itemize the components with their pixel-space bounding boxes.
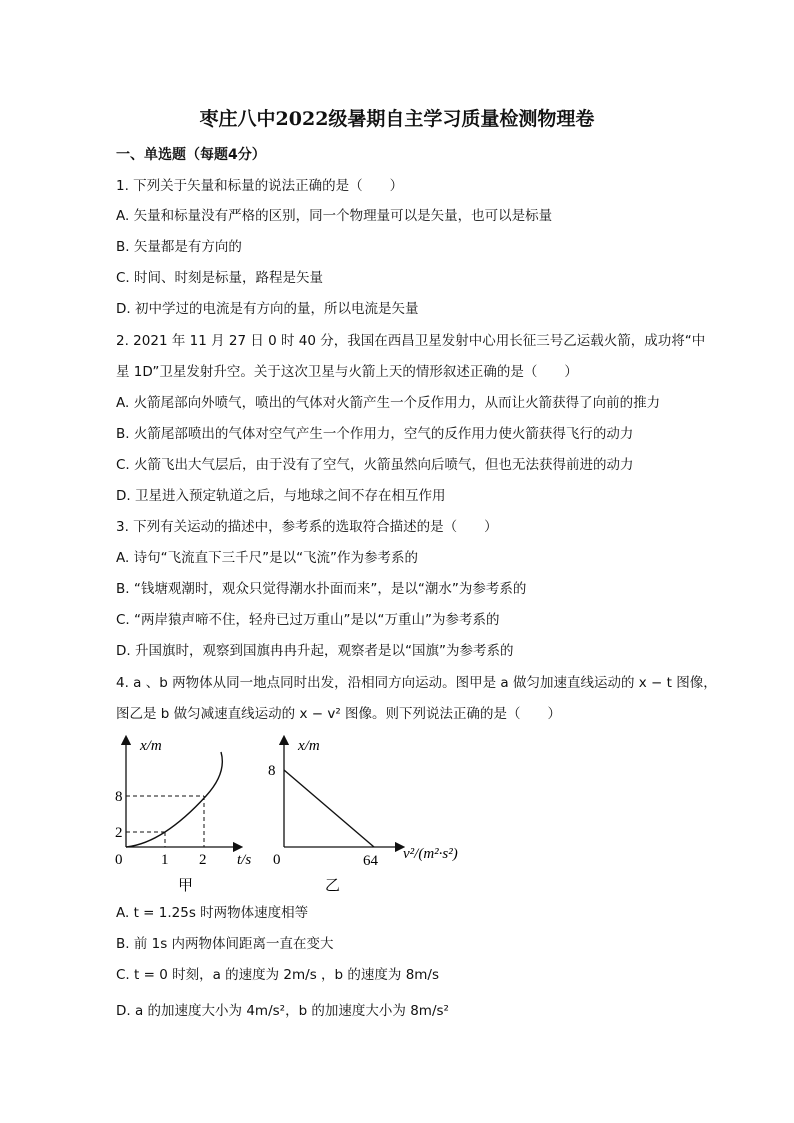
q2-option-a: A. 火箭尾部向外喷气，喷出的气体对火箭产生一个反作用力，从而让火箭获得了向前的推力 (116, 395, 661, 411)
jia-ylabel: x/m (140, 738, 162, 754)
q4-option-c: C. t = 0 时刻，a 的速度为 2m/s ，b 的速度为 8m/s (116, 967, 440, 983)
q4-stem-line1: 4. a 、b 两物体从同一地点同时出发，沿相同方向运动。图甲是 a 做匀加速直线运动的 x − t 图像， (116, 675, 717, 691)
q2-option-b: B. 火箭尾部喷出的气体对空气产生一个作用力，空气的反作用力使火箭获得飞行的动力 (116, 426, 634, 442)
q4-stem-line2: 图乙是 b 做匀减速直线运动的 x − v² 图像。则下列说法正确的是（ ） (116, 706, 562, 722)
jia-xtick-1: 1 (161, 852, 169, 868)
graph-jia (115, 738, 251, 894)
q3-option-a: A. 诗句“飞流直下三千尺”是以“飞流”作为参考系的 (116, 550, 419, 566)
section-heading: 一、单选题（每题4分） (116, 147, 266, 163)
q3-option-c: C. “两岸猿声啼不住，轻舟已过万重山”是以“万重山”为参考系的 (116, 612, 500, 628)
jia-ytick-8: 8 (115, 789, 123, 805)
jia-xtick-2: 2 (199, 852, 207, 868)
q1-stem: 1. 下列关于矢量和标量的说法正确的是（ ） (116, 178, 404, 194)
q4-figure (110, 734, 510, 904)
q1-option-a: A. 矢量和标量没有严格的区别，同一个物理量可以是矢量，也可以是标量 (116, 208, 553, 224)
graph-yi (268, 738, 458, 894)
jia-caption: 甲 (178, 878, 194, 894)
q1-option-b: B. 矢量都是有方向的 (116, 239, 242, 255)
q1-option-d: D. 初中学过的电流是有方向的量，所以电流是矢量 (116, 301, 419, 317)
yi-ytick-8: 8 (268, 763, 276, 779)
q3-option-d: D. 升国旗时，观察到国旗冉冉升起，观察者是以“国旗”为参考系的 (116, 643, 514, 659)
yi-caption: 乙 (325, 878, 341, 894)
q2-option-d: D. 卫星进入预定轨道之后，与地球之间不存在相互作用 (116, 488, 446, 504)
q4-option-d: D. a 的加速度大小为 4m/s²，b 的加速度大小为 8m/s² (116, 1003, 449, 1019)
yi-line (284, 770, 374, 847)
jia-xlabel: t/s (237, 852, 252, 868)
yi-origin: 0 (273, 852, 281, 868)
q2-stem-line1: 2. 2021 年 11 月 27 日 0 时 40 分，我国在西昌卫星发射中心用长征三号乙运载火箭，成功将“中 (116, 333, 706, 349)
jia-origin: 0 (115, 852, 123, 868)
q4-option-a: A. t = 1.25s 时两物体速度相等 (116, 905, 309, 921)
q1-option-c: C. 时间、时刻是标量，路程是矢量 (116, 270, 324, 286)
q2-stem-line2: 星 1D”卫星发射升空。关于这次卫星与火箭上天的情形叙述正确的是（ ） (116, 364, 578, 380)
q4-option-b: B. 前 1s 内两物体间距离一直在变大 (116, 936, 334, 952)
yi-ylabel: x/m (298, 738, 320, 754)
yi-xtick-64: 64 (363, 853, 378, 869)
page-title: 枣庄八中2022级暑期自主学习质量检测物理卷 (199, 108, 595, 130)
q3-option-b: B. “钱塘观潮时，观众只觉得潮水扑面而来”，是以“潮水”为参考系的 (116, 581, 527, 597)
jia-ytick-2: 2 (115, 825, 123, 841)
yi-xlabel: v²/(m²·s²) (403, 846, 458, 862)
q3-stem: 3. 下列有关运动的描述中，参考系的选取符合描述的是（ ） (116, 519, 498, 535)
jia-curve (126, 752, 222, 847)
q2-option-c: C. 火箭飞出大气层后，由于没有了空气，火箭虽然向后喷气，但也无法获得前进的动力 (116, 457, 634, 473)
